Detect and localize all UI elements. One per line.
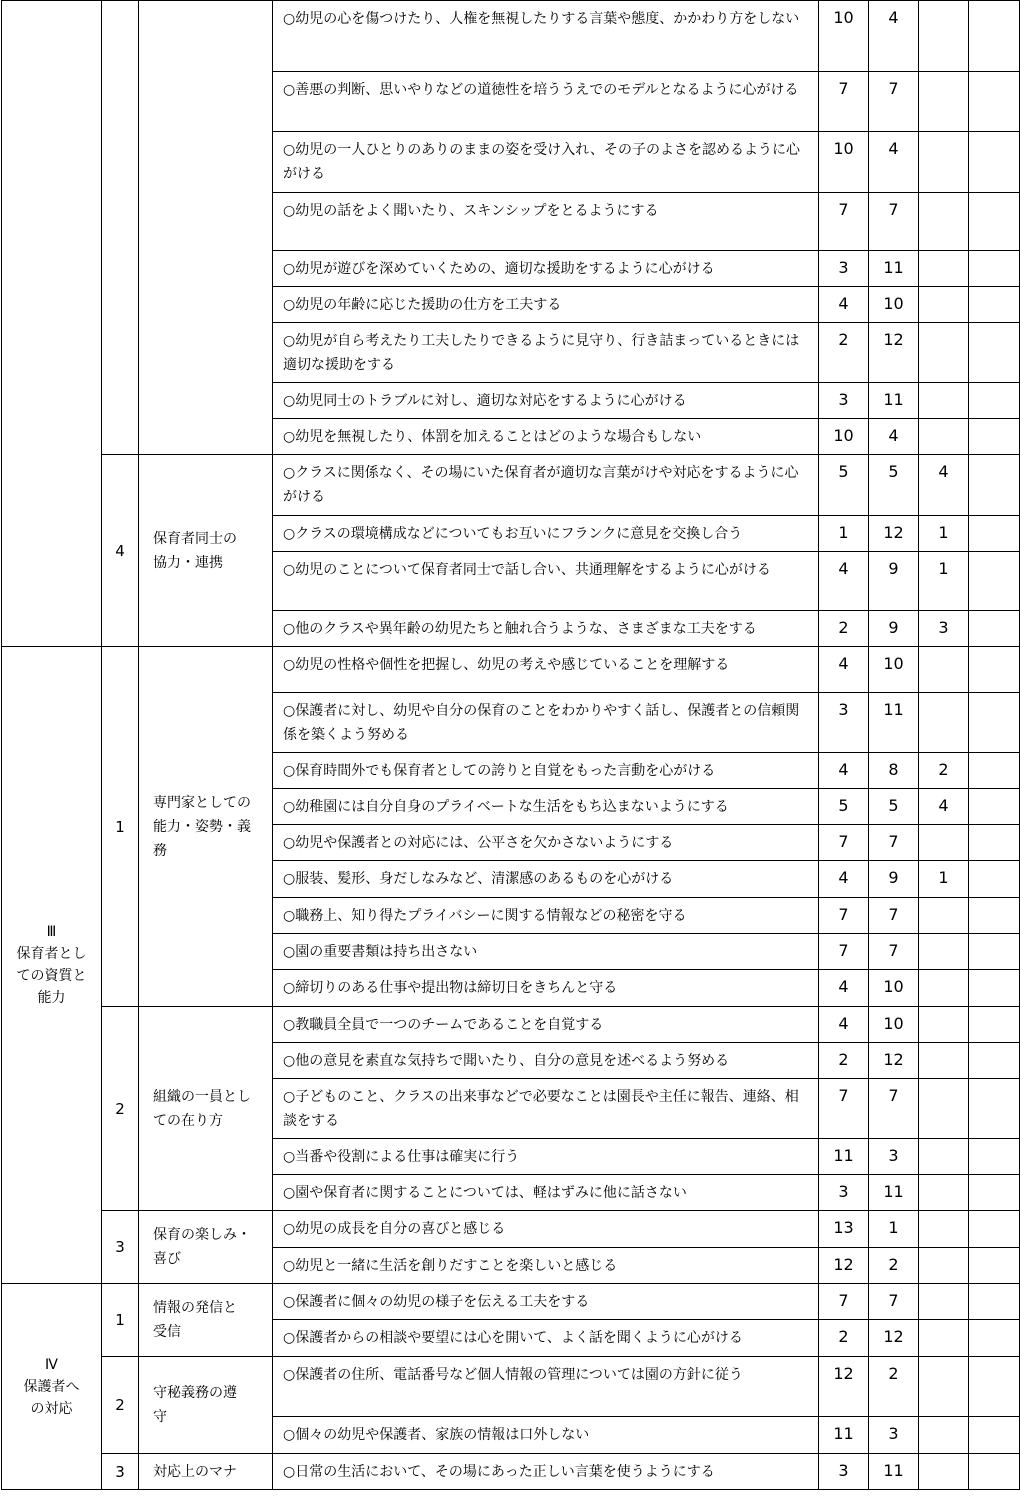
group-title-line: 能力・姿勢・義 — [153, 818, 251, 835]
table-row — [2, 1, 1020, 72]
blank-cell — [969, 1320, 1020, 1357]
count-a: 11 — [819, 1417, 869, 1454]
blank-cell — [969, 383, 1020, 419]
group-number: 1 — [102, 1284, 139, 1357]
item-text: ○教職員全員で一つのチームであることを自覚する — [273, 1007, 819, 1043]
count-c: 1 — [919, 552, 969, 611]
section-label-line: の対応 — [30, 1400, 73, 1417]
section-label-line: 保護者へ — [23, 1378, 80, 1395]
item-text: ○幼児の話をよく聞いたり、スキンシップをとるようにする — [273, 193, 819, 251]
blank-cell — [969, 647, 1020, 693]
count-b: 11 — [869, 1454, 919, 1490]
item-text: ○善悪の判断、思いやりなどの道徳性を培ううえでのモデルとなるように心がける — [273, 72, 819, 132]
group-title-line: 守秘義務の遵 — [153, 1385, 237, 1401]
group-title — [139, 647, 273, 1007]
count-a: 2 — [819, 1043, 869, 1079]
group-title — [139, 1284, 273, 1357]
group-title-line: 協力・連携 — [153, 554, 223, 571]
survey-table-body — [2, 1, 1020, 1490]
count-b: 7 — [869, 825, 919, 861]
item-text: ○当番や役割による仕事は確実に行う — [273, 1139, 819, 1175]
count-a: 1 — [819, 516, 869, 552]
count-b: 8 — [869, 753, 919, 789]
count-c — [919, 383, 969, 419]
item-text: ○幼児の性格や個性を把握し、幼児の考えや感じていることを理解する — [273, 647, 819, 693]
blank-cell — [969, 287, 1020, 323]
table-row — [2, 1284, 1020, 1320]
count-c — [919, 132, 969, 193]
count-c: 2 — [919, 753, 969, 789]
blank-cell — [969, 1357, 1020, 1417]
blank-cell — [969, 753, 1020, 789]
count-a: 4 — [819, 970, 869, 1007]
count-b: 10 — [869, 647, 919, 693]
blank-cell — [969, 970, 1020, 1007]
item-text: ○クラスに関係なく、その場にいた保育者が適切な言葉がけや対応をするように心がける — [273, 455, 819, 516]
count-c — [919, 1175, 969, 1211]
group-title-line: 対応上のマナ — [153, 1463, 237, 1480]
blank-cell — [969, 611, 1020, 647]
count-a: 7 — [819, 193, 869, 251]
item-text: ○幼児の一人ひとりのありのままの姿を受け入れ、その子のよさを認めるように心がける — [273, 132, 819, 193]
item-text: ○日常の生活において、その場にあった正しい言葉を使うようにする — [273, 1454, 819, 1490]
count-a: 4 — [819, 1007, 869, 1043]
count-b: 7 — [869, 1284, 919, 1320]
count-c — [919, 647, 969, 693]
count-a: 7 — [819, 898, 869, 934]
count-c — [919, 1320, 969, 1357]
count-c — [919, 72, 969, 132]
count-b: 11 — [869, 1175, 919, 1211]
blank-cell — [969, 1248, 1020, 1284]
item-text: ○服装、髪形、身だしなみなど、清潔感のあるものを心がける — [273, 861, 819, 898]
group-title-line: 保育者同士の — [153, 530, 237, 547]
count-c — [919, 1043, 969, 1079]
count-a: 12 — [819, 1248, 869, 1284]
blank-cell — [969, 1211, 1020, 1248]
count-a: 7 — [819, 1284, 869, 1320]
blank-cell — [969, 1175, 1020, 1211]
count-c — [919, 934, 969, 970]
blank-cell — [969, 455, 1020, 516]
count-c — [919, 1284, 969, 1320]
item-text: ○他の意見を素直な気持ちで聞いたり、自分の意見を述べるよう努める — [273, 1043, 819, 1079]
survey-table — [1, 0, 1020, 1490]
item-text: ○幼児の心を傷つけたり、人権を無視したりする言葉や態度、かかわり方をしない — [273, 1, 819, 72]
group-title-line: 専門家としての — [153, 794, 251, 811]
count-b: 12 — [869, 516, 919, 552]
count-c — [919, 1079, 969, 1139]
count-b: 7 — [869, 193, 919, 251]
group-title-line: 守 — [153, 1409, 167, 1425]
count-c: 4 — [919, 455, 969, 516]
blank-cell — [969, 1417, 1020, 1454]
count-b: 9 — [869, 552, 919, 611]
count-c — [919, 419, 969, 455]
item-text: ○保護者に対し、幼児や自分の保育のことをわかりやすく話し、保護者との信頼関係を築くよう努める — [273, 693, 819, 753]
count-a: 10 — [819, 419, 869, 455]
count-c — [919, 825, 969, 861]
item-text: ○幼稚園には自分自身のプライベートな生活をもち込まないようにする — [273, 789, 819, 825]
item-text: ○保育時間外でも保育者としての誇りと自覚をもった言動を心がける — [273, 753, 819, 789]
count-a: 2 — [819, 323, 869, 383]
blank-cell — [969, 1139, 1020, 1175]
count-a: 4 — [819, 647, 869, 693]
count-b: 1 — [869, 1211, 919, 1248]
group-title-line: 組織の一員とし — [153, 1088, 251, 1105]
count-b: 7 — [869, 72, 919, 132]
count-a: 5 — [819, 789, 869, 825]
count-a: 7 — [819, 1079, 869, 1139]
section-label-line: Ⅳ — [45, 1356, 58, 1373]
count-c — [919, 1, 969, 72]
section-label-line: 保育者とし — [16, 946, 87, 962]
count-b: 9 — [869, 861, 919, 898]
blank-cell — [969, 1, 1020, 72]
blank-cell — [969, 132, 1020, 193]
blank-cell — [969, 251, 1020, 287]
count-a: 7 — [819, 934, 869, 970]
blank-cell — [969, 693, 1020, 753]
count-a: 2 — [819, 611, 869, 647]
group-title-line: 務 — [153, 842, 167, 859]
item-text: ○他のクラスや異年齢の幼児たちと触れ合うような、さまざまな工夫をする — [273, 611, 819, 647]
count-c — [919, 1007, 969, 1043]
blank-cell — [969, 419, 1020, 455]
count-b: 3 — [869, 1417, 919, 1454]
group-title-line: ての在り方 — [153, 1112, 223, 1129]
count-c: 1 — [919, 861, 969, 898]
count-b: 3 — [869, 1139, 919, 1175]
count-b: 7 — [869, 898, 919, 934]
count-a: 4 — [819, 552, 869, 611]
table-row — [2, 1357, 1020, 1417]
count-a: 3 — [819, 693, 869, 753]
count-b: 7 — [869, 934, 919, 970]
count-c — [919, 1248, 969, 1284]
section-label-line: Ⅲ — [46, 924, 57, 940]
count-b: 10 — [869, 287, 919, 323]
item-text: ○幼児のことについて保育者同士で話し合い、共通理解をするように心がける — [273, 552, 819, 611]
count-c — [919, 1417, 969, 1454]
blank-cell — [969, 193, 1020, 251]
group-number: 3 — [102, 1211, 139, 1284]
item-text: ○幼児や保護者との対応には、公平さを欠かさないようにする — [273, 825, 819, 861]
count-a: 4 — [819, 861, 869, 898]
count-a: 11 — [819, 1139, 869, 1175]
count-b: 11 — [869, 383, 919, 419]
count-b: 5 — [869, 455, 919, 516]
count-b: 4 — [869, 419, 919, 455]
table-row — [2, 1007, 1020, 1043]
group-number: 2 — [102, 1007, 139, 1211]
count-b: 12 — [869, 323, 919, 383]
item-text: ○締切りのある仕事や提出物は締切日をきちんと守る — [273, 970, 819, 1007]
count-b: 9 — [869, 611, 919, 647]
count-b: 2 — [869, 1357, 919, 1417]
count-c — [919, 251, 969, 287]
count-b: 4 — [869, 1, 919, 72]
count-b: 5 — [869, 789, 919, 825]
count-a: 5 — [819, 455, 869, 516]
group-title-line: 保育の楽しみ・ — [153, 1227, 251, 1243]
count-b: 10 — [869, 970, 919, 1007]
group-title — [139, 455, 273, 647]
blank-cell — [969, 1454, 1020, 1490]
blank-cell — [969, 898, 1020, 934]
count-b: 4 — [869, 132, 919, 193]
count-c — [919, 323, 969, 383]
group-title — [139, 1211, 273, 1284]
count-c: 4 — [919, 789, 969, 825]
blank-cell — [969, 789, 1020, 825]
count-a: 10 — [819, 132, 869, 193]
item-text: ○子どものこと、クラスの出来事などで必要なことは園長や主任に報告、連絡、相談をする — [273, 1079, 819, 1139]
item-text: ○幼児と一緒に生活を創りだすことを楽しいと感じる — [273, 1248, 819, 1284]
blank-cell — [969, 72, 1020, 132]
count-c: 1 — [919, 516, 969, 552]
item-text: ○保護者に個々の幼児の様子を伝える工夫をする — [273, 1284, 819, 1320]
item-text: ○幼児の成長を自分の喜びと感じる — [273, 1211, 819, 1248]
count-a: 4 — [819, 753, 869, 789]
count-b: 11 — [869, 251, 919, 287]
blank-cell — [969, 323, 1020, 383]
count-c: 3 — [919, 611, 969, 647]
blank-cell — [969, 1007, 1020, 1043]
count-c — [919, 693, 969, 753]
count-c — [919, 898, 969, 934]
group-title — [139, 1, 273, 455]
count-b: 12 — [869, 1043, 919, 1079]
group-title-line: 喜び — [153, 1251, 181, 1267]
section-label — [2, 647, 102, 1284]
count-c — [919, 287, 969, 323]
count-b: 7 — [869, 1079, 919, 1139]
count-a: 10 — [819, 1, 869, 72]
group-number — [102, 1, 139, 455]
count-b: 11 — [869, 693, 919, 753]
count-c — [919, 1454, 969, 1490]
item-text: ○保護者からの相談や要望には心を開いて、よく話を聞くように心がける — [273, 1320, 819, 1357]
count-a: 12 — [819, 1357, 869, 1417]
count-c — [919, 193, 969, 251]
item-text: ○職務上、知り得たプライバシーに関する情報などの秘密を守る — [273, 898, 819, 934]
item-text: ○保護者の住所、電話番号など個人情報の管理については園の方針に従う — [273, 1357, 819, 1417]
count-b: 12 — [869, 1320, 919, 1357]
item-text: ○幼児を無視したり、体罰を加えることはどのような場合もしない — [273, 419, 819, 455]
count-c — [919, 1357, 969, 1417]
count-c — [919, 970, 969, 1007]
count-a: 3 — [819, 251, 869, 287]
item-text: ○幼児が遊びを深めていくための、適切な援助をするように心がける — [273, 251, 819, 287]
section-label-line: ての資質と — [16, 968, 87, 984]
item-text: ○園や保育者に関することについては、軽はずみに他に話さない — [273, 1175, 819, 1211]
count-a: 7 — [819, 825, 869, 861]
group-number: 1 — [102, 647, 139, 1007]
group-number: 4 — [102, 455, 139, 647]
count-a: 3 — [819, 383, 869, 419]
item-text: ○園の重要書類は持ち出さない — [273, 934, 819, 970]
section-label-line: 能力 — [37, 990, 66, 1006]
blank-cell — [969, 1079, 1020, 1139]
item-text: ○クラスの環境構成などについてもお互いにフランクに意見を交換し合う — [273, 516, 819, 552]
blank-cell — [969, 934, 1020, 970]
group-number: 2 — [102, 1357, 139, 1454]
blank-cell — [969, 861, 1020, 898]
table-row — [2, 455, 1020, 516]
count-a: 4 — [819, 287, 869, 323]
item-text: ○幼児の年齢に応じた援助の仕方を工夫する — [273, 287, 819, 323]
count-a: 3 — [819, 1175, 869, 1211]
count-a: 13 — [819, 1211, 869, 1248]
count-c — [919, 1139, 969, 1175]
blank-cell — [969, 1284, 1020, 1320]
blank-cell — [969, 825, 1020, 861]
group-title — [139, 1454, 273, 1490]
blank-cell — [969, 552, 1020, 611]
item-text: ○幼児同士のトラブルに対し、適切な対応をするように心がける — [273, 383, 819, 419]
group-title-line: 情報の発信と — [153, 1300, 237, 1316]
table-row — [2, 1454, 1020, 1490]
item-text: ○幼児が自ら考えたり工夫したりできるように見守り、行き詰まっているときには適切な援助をする — [273, 323, 819, 383]
count-b: 2 — [869, 1248, 919, 1284]
count-a: 2 — [819, 1320, 869, 1357]
section-label — [2, 1, 102, 647]
count-c — [919, 1211, 969, 1248]
group-number: 3 — [102, 1454, 139, 1490]
count-a: 7 — [819, 72, 869, 132]
group-title — [139, 1357, 273, 1454]
blank-cell — [969, 516, 1020, 552]
item-text: ○個々の幼児や保護者、家族の情報は口外しない — [273, 1417, 819, 1454]
blank-cell — [969, 1043, 1020, 1079]
count-a: 3 — [819, 1454, 869, 1490]
table-row — [2, 1211, 1020, 1248]
count-b: 10 — [869, 1007, 919, 1043]
section-label — [2, 1284, 102, 1490]
group-title — [139, 1007, 273, 1211]
group-title-line: 受信 — [153, 1324, 181, 1340]
table-row — [2, 647, 1020, 693]
